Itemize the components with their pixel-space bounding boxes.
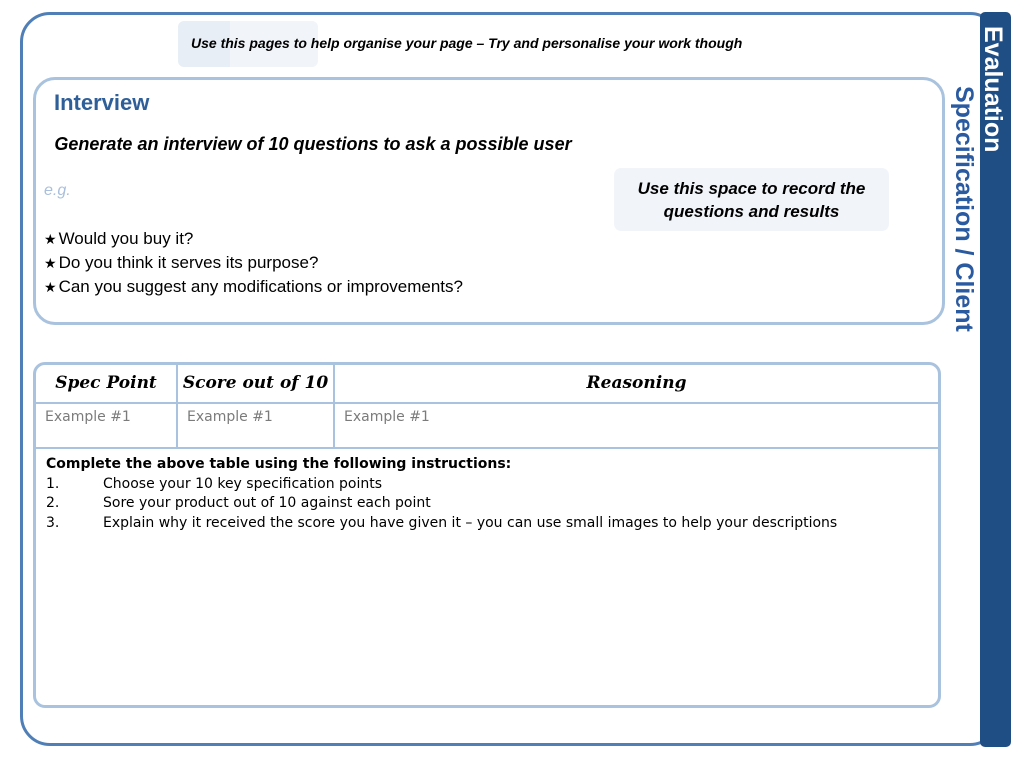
table-divider: [35, 402, 939, 404]
spec-client-label: Specification / Client: [950, 86, 978, 332]
cell-score: Example #1: [187, 409, 273, 425]
list-item: ★ Can you suggest any modifications or improvements?: [44, 277, 463, 296]
header-score: Score out of 10: [182, 373, 329, 393]
table-divider: [35, 447, 939, 449]
instructions: [46, 455, 837, 533]
list-item: 1. Choose your 10 key specification points: [46, 475, 383, 492]
list-item: 2. Sore your product out of 10 against each point: [46, 495, 431, 511]
evaluation-table: [33, 362, 941, 708]
question-list: [44, 227, 463, 299]
interview-instruction: Generate an interview of 10 questions to ask a possible user: [54, 134, 572, 154]
star-icon: ★: [44, 279, 57, 295]
header-spec-point: Spec Point: [55, 373, 157, 393]
list-item: ★ Do you think it serves its purpose?: [44, 253, 319, 272]
star-icon: ★: [44, 255, 57, 271]
top-note-text: Use this pages to help organise your page – Try and personalise your work though: [191, 35, 743, 51]
example-label: e.g.: [44, 182, 71, 199]
record-note-text: Use this space to record the questions and results: [637, 179, 866, 221]
star-icon: ★: [44, 231, 57, 247]
top-note: [178, 21, 838, 65]
instructions-heading: Complete the above table using the following instructions:: [46, 456, 512, 472]
evaluation-label: Evaluation: [979, 26, 1007, 153]
header-reasoning: Reasoning: [586, 373, 687, 393]
list-item: 3. Explain why it received the score you have given it – you can use small images to help your descriptions: [46, 514, 838, 531]
list-item: ★ Would you buy it?: [44, 229, 194, 248]
cell-reasoning: Example #1: [344, 409, 430, 425]
interview-title: Interview: [54, 90, 150, 115]
record-note: [614, 168, 889, 231]
cell-spec-point: Example #1: [45, 409, 131, 425]
